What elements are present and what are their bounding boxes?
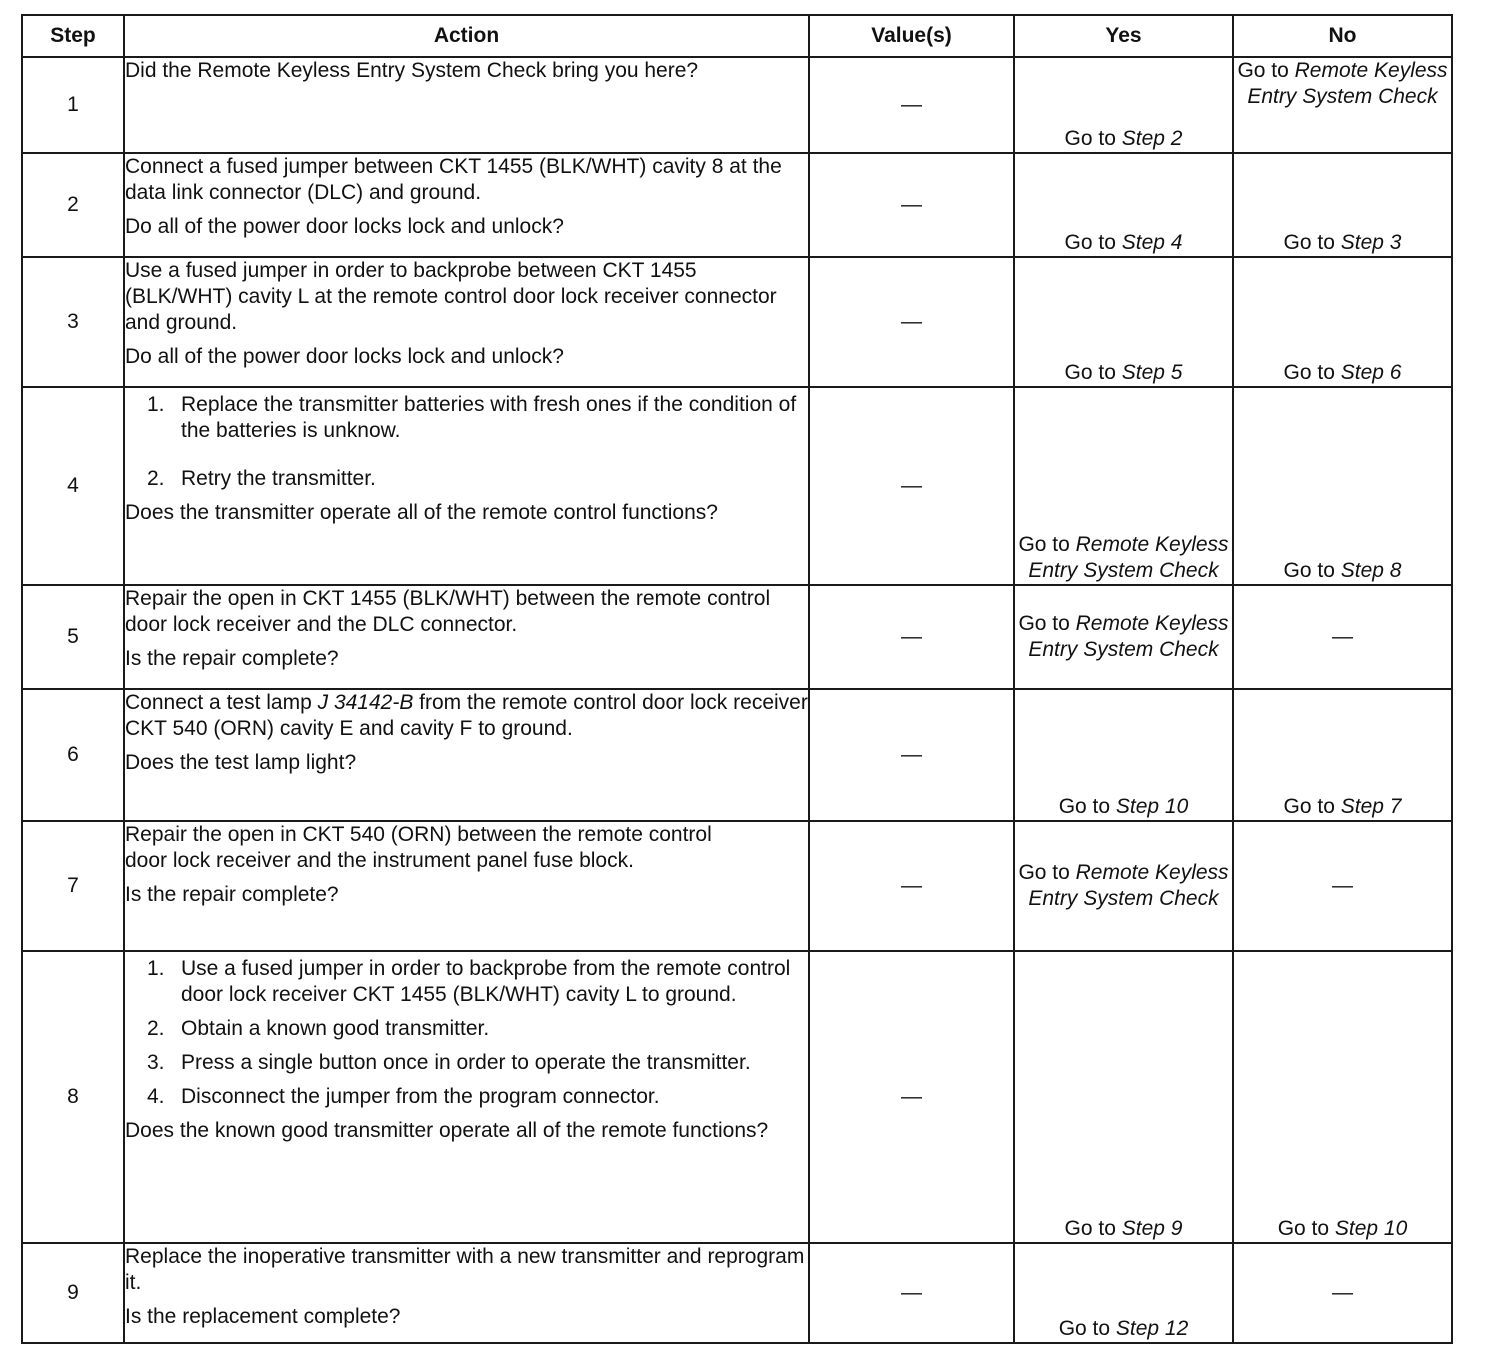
action-list	[125, 392, 808, 492]
action-question: Does the transmitter operate all of the remote control functions?	[125, 501, 718, 524]
list-item: 1. Replace the transmitter batteries with fresh ones if the condition of the batteries is unknow.	[147, 393, 797, 442]
yes-cell: Go to Step 12	[1014, 1243, 1233, 1343]
section-reference: Remote Keyless Entry System Check	[1028, 612, 1229, 661]
yes-cell: Go to Remote Keyless Entry System Check	[1014, 387, 1233, 585]
table-row	[22, 585, 1452, 689]
action-cell	[124, 57, 809, 153]
step-number: 4	[22, 387, 124, 585]
value-cell: —	[809, 153, 1014, 257]
step-reference: Step 6	[1340, 361, 1402, 384]
action-cell	[124, 153, 809, 257]
action-cell	[124, 585, 809, 689]
value-cell: —	[809, 57, 1014, 153]
step-reference: Step 10	[1115, 795, 1189, 818]
action-text: Connect a test lamp J 34142-B from the remote control door lock receiver CKT 540 (ORN) cavity E and cavity F to ground.	[125, 691, 808, 740]
step-reference: Step 7	[1340, 795, 1402, 818]
no-cell: Go to Step 10	[1233, 951, 1452, 1243]
table-row	[22, 57, 1452, 153]
step-number: 3	[22, 257, 124, 387]
list-item: 3. Press a single button once in order to operate the transmitter.	[147, 1051, 751, 1074]
section-reference: Remote Keyless Entry System Check	[1028, 861, 1229, 910]
yes-cell: Go to Remote Keyless Entry System Check	[1014, 585, 1233, 689]
no-cell: Go to Remote Keyless Entry System Check	[1233, 57, 1452, 153]
step-reference: Step 5	[1121, 361, 1183, 384]
step-number: 2	[22, 153, 124, 257]
header-action: Action	[124, 15, 809, 57]
action-text: Replace the inoperative transmitter with a new transmitter and reprogram it.	[125, 1245, 805, 1294]
list-item: 2. Obtain a known good transmitter.	[147, 1017, 490, 1040]
action-text: Did the Remote Keyless Entry System Check bring you here?	[125, 59, 699, 82]
header-no: No	[1233, 15, 1452, 57]
action-question: Do all of the power door locks lock and unlock?	[125, 345, 564, 368]
yes-cell: Go to Step 4	[1014, 153, 1233, 257]
list-item: 4. Disconnect the jumper from the program connector.	[147, 1085, 660, 1108]
value-cell: —	[809, 689, 1014, 821]
no-cell: Go to Step 7	[1233, 689, 1452, 821]
diagnostic-table	[21, 14, 1453, 1344]
value-cell: —	[809, 387, 1014, 585]
no-cell: Go to Step 6	[1233, 257, 1452, 387]
value-cell: —	[809, 951, 1014, 1243]
step-reference: Step 9	[1121, 1217, 1183, 1240]
yes-cell: Go to Step 9	[1014, 951, 1233, 1243]
action-cell	[124, 689, 809, 821]
table-row	[22, 257, 1452, 387]
header-values: Value(s)	[809, 15, 1014, 57]
value-cell: —	[809, 257, 1014, 387]
action-question: Is the repair complete?	[125, 647, 339, 670]
list-item: 2. Retry the transmitter.	[147, 467, 376, 490]
action-list	[125, 956, 808, 1110]
action-text: Repair the open in CKT 540 (ORN) between the remote control door lock receiver and the instrument panel fuse block.	[125, 823, 712, 872]
table-row	[22, 821, 1452, 951]
tool-number: J 34142-B	[317, 691, 414, 714]
step-number: 1	[22, 57, 124, 153]
table-row	[22, 153, 1452, 257]
action-cell	[124, 951, 809, 1243]
action-text: Connect a fused jumper between CKT 1455 (BLK/WHT) cavity 8 at the data link connector (DLC) and ground.	[125, 155, 782, 204]
table-row	[22, 689, 1452, 821]
action-question: Is the replacement complete?	[125, 1305, 401, 1328]
header-yes: Yes	[1014, 15, 1233, 57]
yes-cell: Go to Remote Keyless Entry System Check	[1014, 821, 1233, 951]
step-reference: Step 12	[1115, 1317, 1189, 1340]
action-cell	[124, 1243, 809, 1343]
no-cell: —	[1233, 1243, 1452, 1343]
action-text: Repair the open in CKT 1455 (BLK/WHT) between the remote control door lock receiver and the DLC connector.	[125, 587, 771, 636]
action-cell	[124, 257, 809, 387]
step-reference: Step 4	[1121, 231, 1183, 254]
step-number: 6	[22, 689, 124, 821]
step-reference: Step 10	[1334, 1217, 1408, 1240]
action-question: Does the test lamp light?	[125, 751, 357, 774]
action-cell	[124, 387, 809, 585]
step-number: 8	[22, 951, 124, 1243]
no-cell: Go to Step 8	[1233, 387, 1452, 585]
action-question: Is the repair complete?	[125, 883, 339, 906]
table-row	[22, 951, 1452, 1243]
list-item: 1. Use a fused jumper in order to backprobe from the remote control door lock receiver CKT 1455 (BLK/WHT) cavity L to ground.	[147, 957, 791, 1006]
no-cell: —	[1233, 585, 1452, 689]
step-reference: Step 3	[1340, 231, 1402, 254]
action-text: Use a fused jumper in order to backprobe between CKT 1455 (BLK/WHT) cavity L at the remote control door lock receiver connector and ground.	[125, 259, 777, 334]
no-cell: Go to Step 3	[1233, 153, 1452, 257]
value-cell: —	[809, 821, 1014, 951]
table-row	[22, 1243, 1452, 1343]
step-number: 7	[22, 821, 124, 951]
header-row	[22, 15, 1452, 57]
step-reference: Step 2	[1121, 127, 1183, 150]
section-reference: Remote Keyless Entry System Check	[1028, 533, 1229, 582]
step-number: 9	[22, 1243, 124, 1343]
value-cell: —	[809, 1243, 1014, 1343]
yes-cell: Go to Step 5	[1014, 257, 1233, 387]
header-step: Step	[22, 15, 124, 57]
section-reference: Remote Keyless Entry System Check	[1247, 59, 1448, 108]
no-cell: —	[1233, 821, 1452, 951]
action-question: Does the known good transmitter operate all of the remote functions?	[125, 1119, 769, 1142]
step-number: 5	[22, 585, 124, 689]
yes-cell: Go to Step 2	[1014, 57, 1233, 153]
step-reference: Step 8	[1340, 559, 1402, 582]
action-cell	[124, 821, 809, 951]
action-question: Do all of the power door locks lock and unlock?	[125, 215, 564, 238]
table-row	[22, 387, 1452, 585]
value-cell: —	[809, 585, 1014, 689]
yes-cell: Go to Step 10	[1014, 689, 1233, 821]
